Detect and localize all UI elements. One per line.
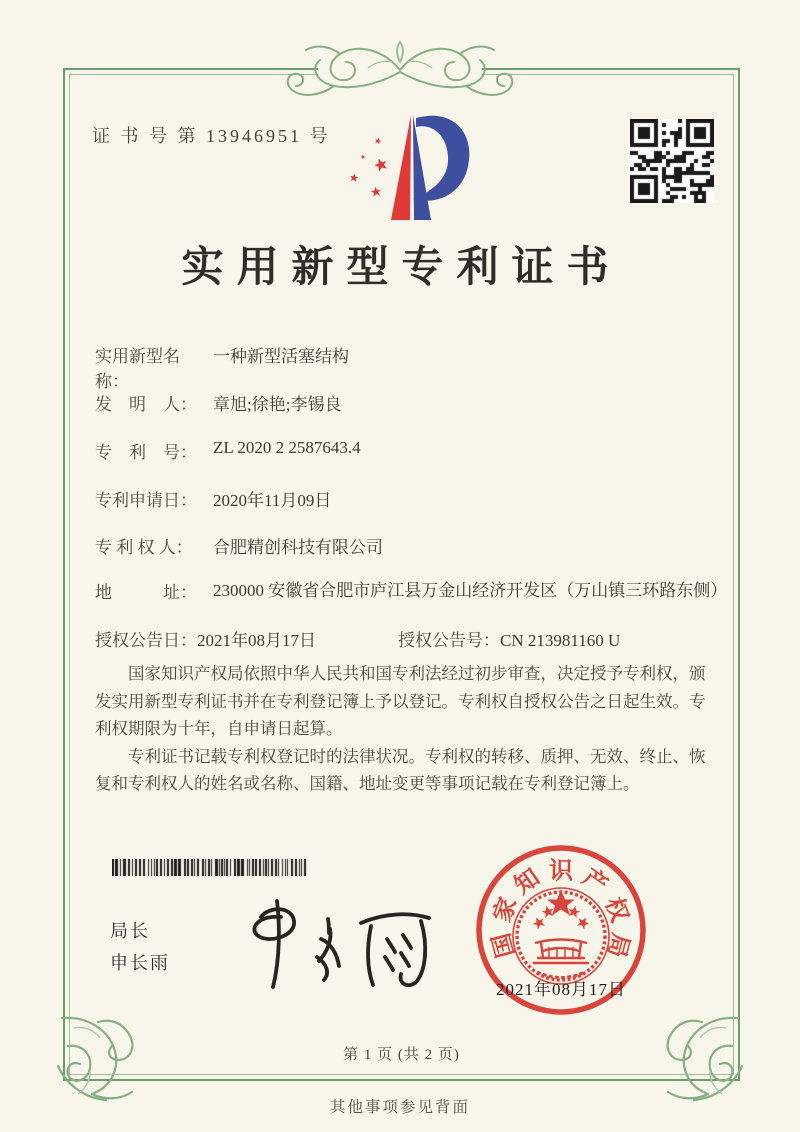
legal-paragraph-2: 专利证书记载专利权登记时的法律状况。专利权的转移、质押、无效、终止、恢复和专利权人的姓名或名称、国籍、地址变更等事项记载在专利登记簿上。 bbox=[95, 746, 706, 793]
grant-no-label: 授权公告号： bbox=[398, 631, 500, 650]
cnipa-logo-icon bbox=[345, 110, 475, 238]
qr-code bbox=[630, 119, 714, 203]
barcode bbox=[112, 859, 307, 876]
field-row bbox=[95, 390, 341, 415]
certificate-number: 证 书 号 第 13946951 号 bbox=[92, 126, 331, 146]
field-row bbox=[95, 578, 733, 604]
field-label: 发 明 人： bbox=[95, 395, 197, 414]
seal-char: 权 bbox=[599, 894, 633, 926]
field-value: 一种新型活塞结构 bbox=[213, 347, 349, 366]
certificate-title: 实用新型专利证书 bbox=[181, 245, 622, 291]
field-label: 专 利 权 人： bbox=[95, 538, 193, 557]
field-row bbox=[95, 533, 383, 558]
field-label: 专 利 号： bbox=[95, 443, 197, 462]
seal-char: 识 bbox=[549, 858, 573, 885]
grant-date-pair bbox=[95, 626, 316, 651]
field-label: 实用新型名称： bbox=[95, 347, 180, 391]
page-number: 第 1 页 (共 2 页) bbox=[343, 1047, 460, 1063]
seal-char: 国 bbox=[488, 930, 521, 961]
field-value: 230000 安徽省合肥市庐江县万金山经济开发区（万山镇三环路东侧） bbox=[213, 581, 728, 600]
seal-char: 产 bbox=[577, 864, 612, 900]
field-label: 专利申请日： bbox=[95, 491, 197, 510]
seal-char: 知 bbox=[510, 864, 545, 900]
commissioner-signature bbox=[233, 893, 438, 993]
field-label: 地 址： bbox=[95, 583, 197, 602]
signer-name: 申长雨 bbox=[110, 953, 170, 973]
field-value: 2020年11月09日 bbox=[213, 491, 332, 510]
grant-no-pair bbox=[398, 626, 620, 651]
field-row bbox=[95, 342, 349, 392]
seal-char: 局 bbox=[601, 930, 634, 961]
grant-no-value: CN 213981160 U bbox=[500, 631, 621, 650]
field-row bbox=[95, 438, 361, 463]
seal-date: 2021年08月17日 bbox=[496, 980, 626, 999]
field-row bbox=[95, 486, 331, 511]
field-value: 章旭;徐艳;李锡良 bbox=[213, 395, 342, 414]
legal-paragraph-1: 国家知识产权局依照中华人民共和国专利法经过初步审查，决定授予专利权，颁发实用新型专利证书并在专利登记簿上予以登记。专利权自授权公告之日起生效。专利权期限为十年，自申请日起算。 bbox=[95, 664, 706, 738]
signer-block bbox=[110, 915, 170, 979]
seal-char: 家 bbox=[489, 894, 523, 926]
field-value: ZL 2020 2 2587643.4 bbox=[213, 438, 361, 457]
grant-date-value: 2021年08月17日 bbox=[197, 631, 316, 650]
back-reference-note: 其他事项参见背面 bbox=[329, 1099, 470, 1116]
grant-date-label: 授权公告日： bbox=[95, 631, 197, 650]
signer-title: 局长 bbox=[110, 921, 150, 941]
legal-text-block bbox=[95, 660, 711, 798]
field-value: 合肥精创科技有限公司 bbox=[213, 538, 383, 557]
